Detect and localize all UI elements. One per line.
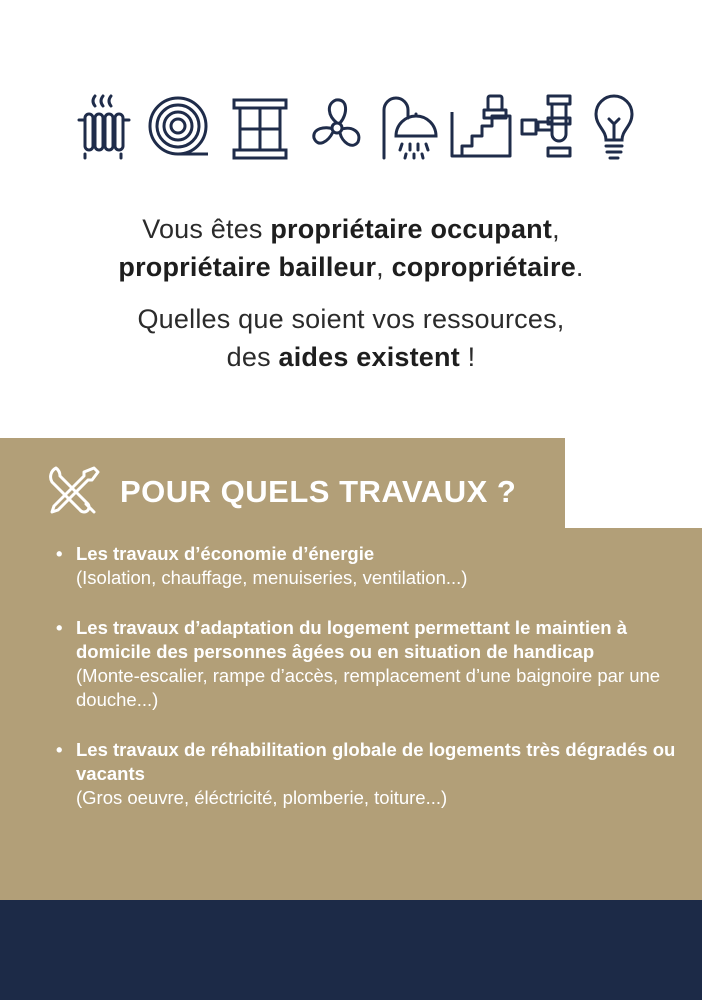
panel-notch (565, 438, 702, 528)
light-bulb-icon (590, 92, 638, 162)
stairlift-icon (448, 92, 514, 162)
intro-line-2: propriétaire bailleur, copropriétaire. (118, 252, 584, 282)
item-detail: (Gros oeuvre, éléctricité, plomberie, toiture...) (76, 787, 448, 808)
bullet: • (56, 617, 63, 638)
list-item (56, 542, 676, 590)
item-title: Les travaux d’adaptation du logement permettant le maintien à domicile des personnes âgées ou en situation de handicap (76, 617, 627, 662)
window-icon (230, 92, 290, 162)
works-list (56, 542, 676, 836)
radiator-icon (75, 92, 131, 162)
item-detail: (Isolation, chauffage, menuiseries, ventilation...) (76, 567, 468, 588)
intro-line-3: Quelles que soient vos ressources, (137, 304, 565, 334)
list-item (56, 616, 676, 712)
intro-line-4: des aides existent ! (226, 342, 476, 372)
intro-line-1: Vous êtes propriétaire occupant, (142, 214, 560, 244)
item-title: Les travaux d’économie d’énergie (76, 543, 375, 564)
footer-band (0, 900, 702, 1000)
shower-icon (378, 92, 442, 162)
bullet: • (56, 543, 63, 564)
section-title: POUR QUELS TRAVAUX ? (120, 474, 517, 509)
fan-icon (306, 92, 368, 162)
icons-row (70, 92, 640, 162)
plumbing-icon (518, 92, 578, 162)
item-detail: (Monte-escalier, rampe d’accès, remplacement d’une baignoire par une douche...) (76, 665, 661, 710)
bullet: • (56, 739, 63, 760)
section-heading (46, 462, 516, 522)
item-title: Les travaux de réhabilitation globale de logements très dégradés ou vacants (76, 739, 676, 784)
tools-icon (46, 464, 102, 520)
intro-text (0, 210, 702, 376)
insulation-roll-icon (146, 92, 212, 162)
list-item (56, 738, 676, 810)
